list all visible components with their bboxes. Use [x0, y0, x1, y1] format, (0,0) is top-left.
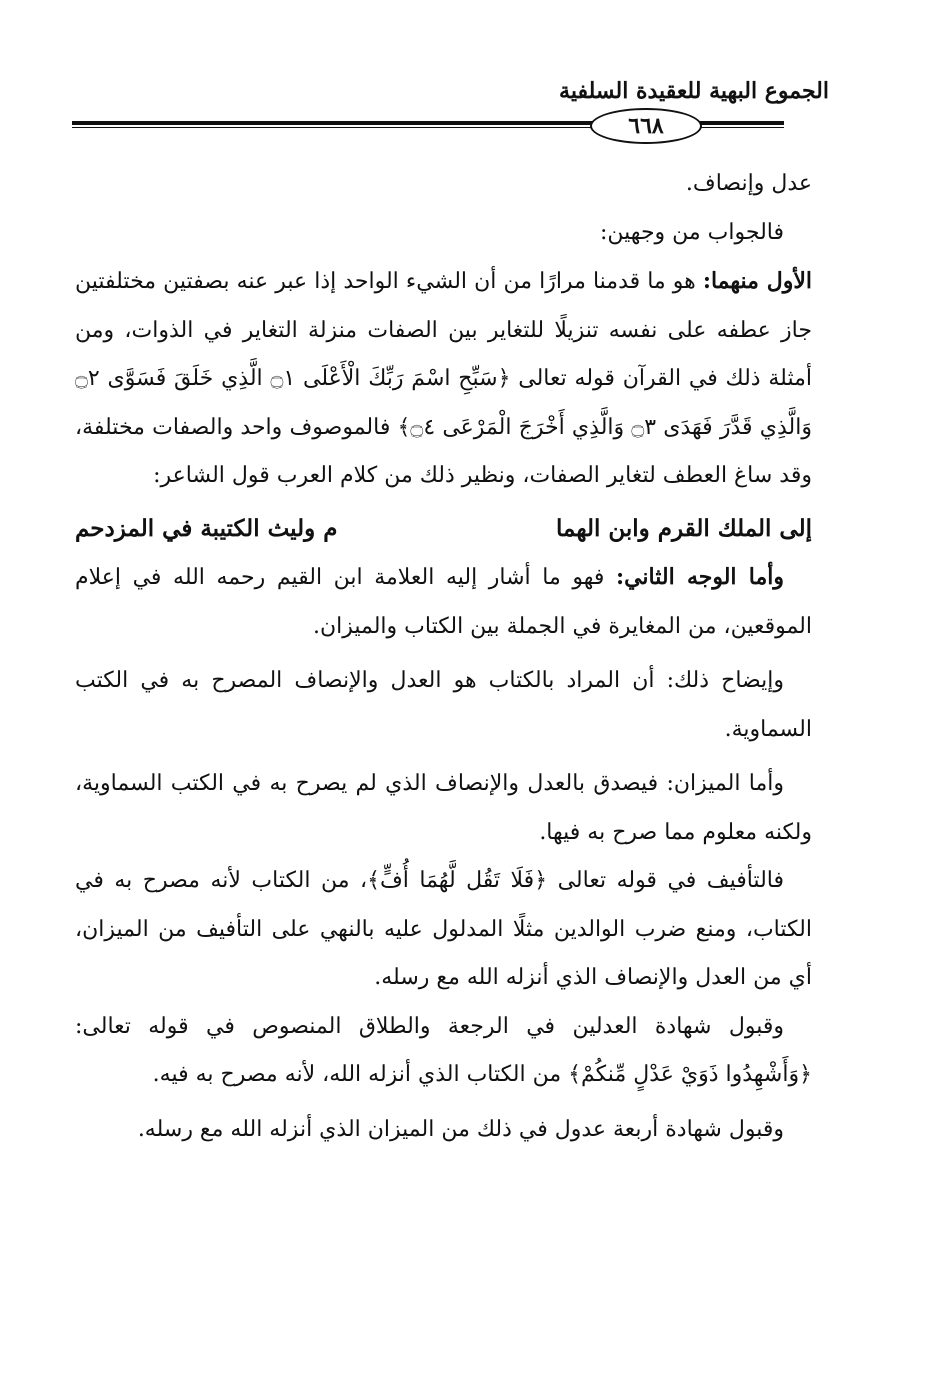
paragraph-8: وقبول شهادة العدلين في الرجعة والطلاق المنصوص في قوله تعالى: ﴿وَأَشْهِدُوا ذَوَيْ عَدْلٍ مِّنكُمْ﴾ من الكتاب الذي أنزله الله، لأنه مصرح به فيه. [75, 1013, 812, 1087]
paragraph-4-text: فهو ما أشار إليه العلامة ابن القيم رحمه الله في إعلام الموقعين، من المغايرة في الجملة بين الكتاب والميزان. [75, 565, 812, 639]
paragraph-7: فالتأفيف في قوله تعالى ﴿فَلَا تَقُل لَّهُمَا أُفٍّ﴾، من الكتاب لأنه مصرح به في الكتاب، ومنع ضرب الوالدين مثلًا المدلول عليه بالنهي على التأفيف من الميزان، أي من العدل والإنصاف الذي أنزله الله مع رسله. [75, 868, 812, 990]
paragraph-3 [75, 257, 812, 501]
page-number: ٦٦٨ [590, 108, 702, 144]
body-text [75, 160, 812, 1154]
poetry-verse [75, 505, 812, 554]
running-title: الجموع البهية للعقيدة السلفية [559, 78, 829, 104]
paragraph-9: وقبول شهادة أربعة عدول في ذلك من الميزان الذي أنزله الله مع رسله. [137, 1116, 784, 1142]
paragraph-1: عدل وإنصاف. [685, 171, 812, 196]
verse-second-hemistich: م وليث الكتيبة في المزدحم [75, 514, 338, 542]
paragraph-3-text: هو ما قدمنا مرارًا من أن الشيء الواحد إذا عبر عنه بصفتين مختلفتين جاز عطفه على نفسه تنزيلًا للتغاير بين الصفات منزلة التغاير في الذوات، ومن أمثلة ذلك في القرآن قوله تعالى ﴿سَبِّحِ اسْمَ رَبِّكَ الْأَعْلَى ۝١ الَّذِي خَلَقَ فَسَوَّى ۝٢ وَالَّذِي قَدَّرَ فَهَدَى ۝٣ وَالَّذِي أَخْرَجَ الْمَرْعَى ۝٤﴾ فالموصوف واحد والصفات مختلفة، وقد ساغ العطف لتغاير الصفات، ونظير ذلك من كلام العرب قول الشاعر: [75, 269, 813, 488]
paragraph-2: فالجواب من وجهين: [600, 219, 784, 245]
paragraph-4-lead: وأما الوجه الثاني: [615, 564, 785, 590]
paragraph-5: وإيضاح ذلك: أن المراد بالكتاب هو العدل والإنصاف المصرح به في الكتب السماوية. [75, 668, 812, 742]
paragraph-4 [75, 553, 812, 651]
paragraph-3-lead: الأول منهما: [702, 268, 812, 294]
paragraph-6: وأما الميزان: فيصدق بالعدل والإنصاف الذي لم يصرح به في الكتب السماوية، ولكنه معلوم مما صرح به فيها. [75, 771, 812, 845]
verse-first-hemistich: إلى الملك القرم وابن الهما [556, 514, 812, 542]
